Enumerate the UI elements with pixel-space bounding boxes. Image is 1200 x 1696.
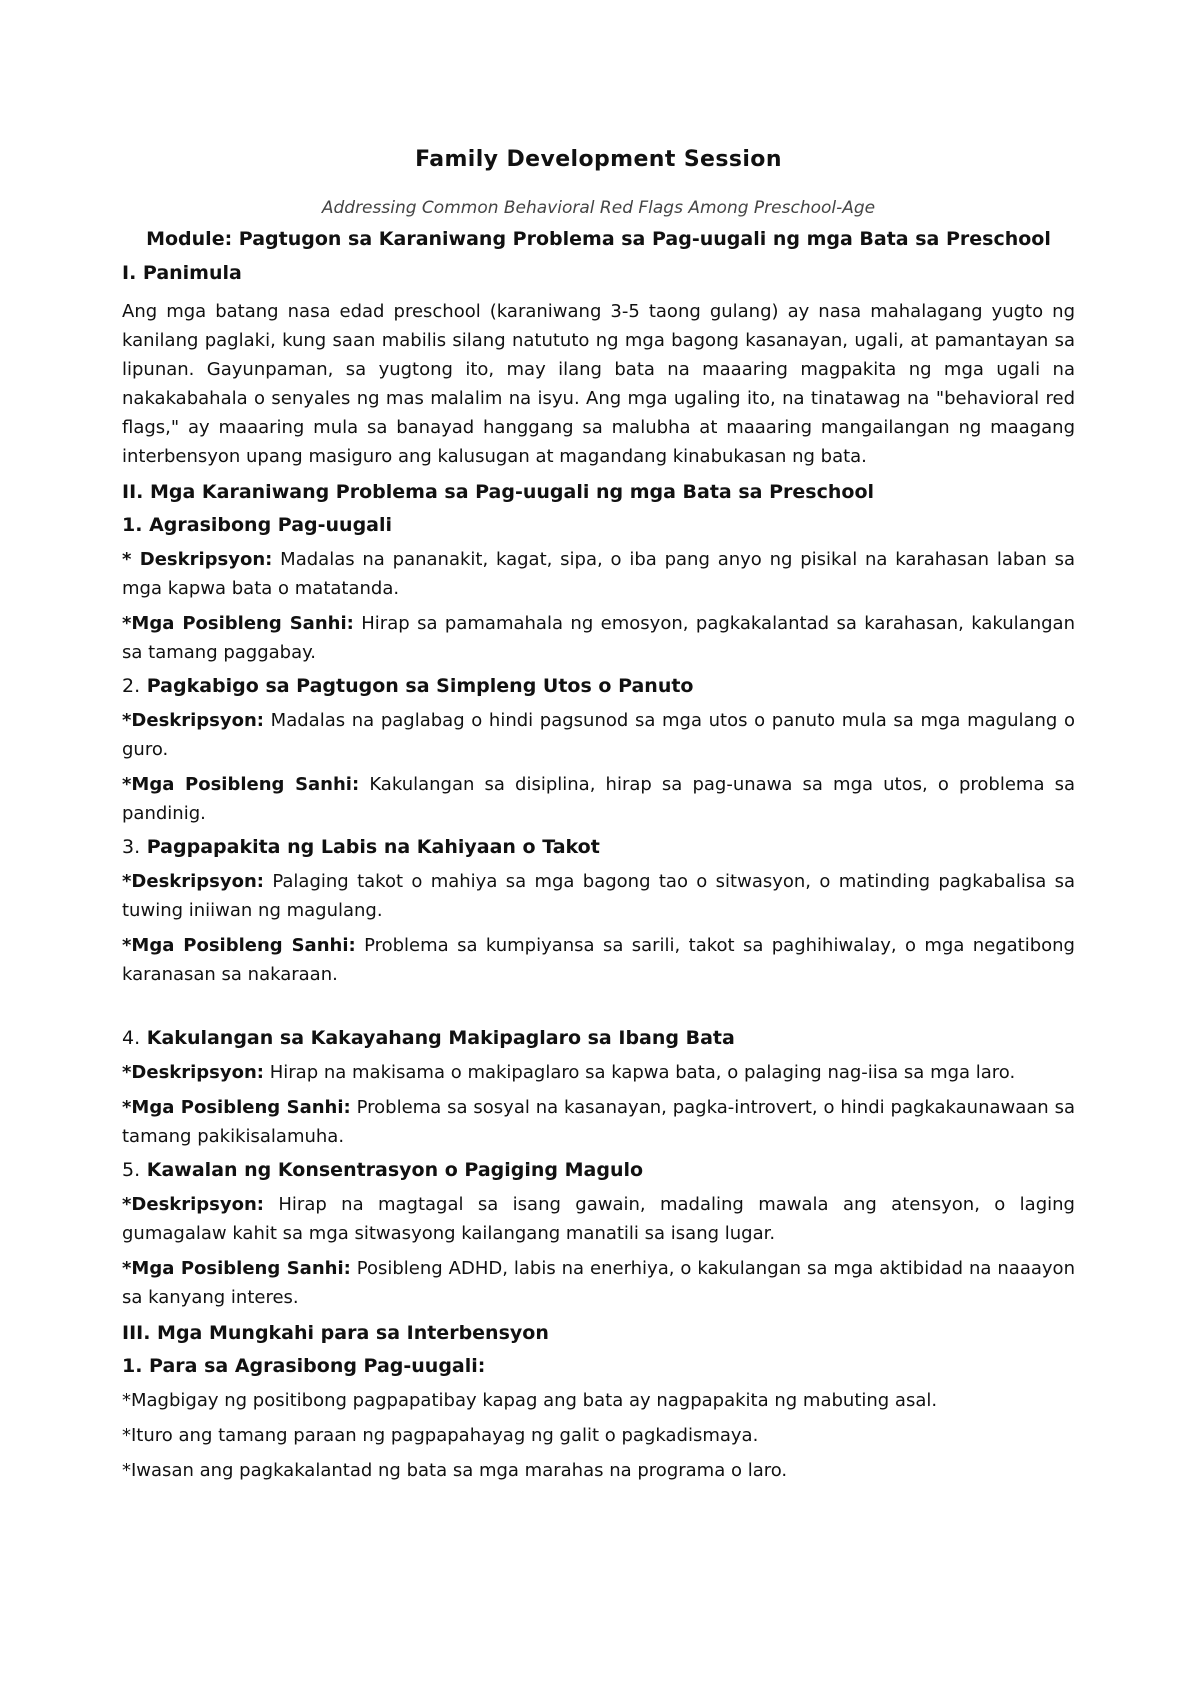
problem-description [122, 1058, 1075, 1087]
description-label: *Deskripsyon: [122, 710, 265, 731]
description-label: *Deskripsyon: [122, 871, 265, 892]
problem-title: Pagkabigo sa Pagtugon sa Simpleng Utos o Panuto [146, 675, 694, 697]
document-subtitle: Addressing Common Behavioral Red Flags Among Preschool-Age [321, 198, 876, 218]
problem-heading-1 [122, 512, 1075, 539]
causes-label: *Mga Posibleng Sanhi: [122, 613, 354, 634]
causes-label: *Mga Posibleng Sanhi: [122, 774, 360, 795]
section-heading-panimula: I. Panimula [122, 262, 242, 284]
problem-title: Kakulangan sa Kakayahang Makipaglaro sa Ibang Bata [146, 1027, 735, 1049]
problem-number: 1. [122, 514, 143, 536]
module-title: Module: Pagtugon sa Karaniwang Problema sa Pag-uugali ng mga Bata sa Preschool [146, 228, 1051, 250]
problem-heading-5 [122, 1157, 1075, 1184]
problem-number: 4. [122, 1027, 141, 1049]
problem-causes [122, 1254, 1075, 1312]
problem-number: 5. [122, 1159, 141, 1181]
problem-description [122, 867, 1075, 925]
problem-title: Kawalan ng Konsentrasyon o Pagiging Magulo [146, 1159, 644, 1181]
problem-number: 2. [122, 675, 141, 697]
intervention-tips-list [122, 1386, 1075, 1485]
description-text: Palaging takot o mahiya sa mga bagong tao o sitwasyon, o matinding pagkabalisa sa tuwing iniiwan ng magulang. [122, 871, 1075, 921]
problem-causes [122, 931, 1075, 989]
description-label: *Deskripsyon: [122, 1062, 265, 1083]
description-text: Madalas na paglabag o hindi pagsunod sa mga utos o panuto mula sa mga magulang o guro. [122, 710, 1075, 760]
causes-text: Kakulangan sa disiplina, hirap sa pag-unawa sa mga utos, o problema sa pandinig. [122, 774, 1075, 824]
causes-label: *Mga Posibleng Sanhi: [122, 1097, 351, 1118]
problem-description [122, 706, 1075, 764]
description-label: * Deskripsyon: [122, 549, 273, 570]
list-item: *Magbigay ng positibong pagpapatibay kapag ang bata ay nagpapakita ng mabuting asal. [122, 1390, 938, 1411]
list-item: *Ituro ang tamang paraan ng pagpapahayag ng galit o pagkadismaya. [122, 1425, 759, 1446]
problem-number: 3. [122, 836, 141, 858]
list-item: *Iwasan ang pagkakalantad ng bata sa mga marahas na programa o laro. [122, 1460, 788, 1481]
causes-text: Hirap sa pamamahala ng emosyon, pagkakalantad sa karahasan, kakulangan sa tamang paggabay. [122, 613, 1075, 663]
causes-text: Problema sa sosyal na kasanayan, pagka-introvert, o hindi pagkakaunawaan sa tamang pakikisalamuha. [122, 1097, 1075, 1147]
description-text: Hirap na magtagal sa isang gawain, madaling mawala ang atensyon, o laging gumagalaw kahit sa mga sitwasyong kailangang manatili sa isang lugar. [122, 1194, 1075, 1244]
blank-line [122, 989, 1075, 1019]
problem-causes [122, 770, 1075, 828]
intro-paragraph: Ang mga batang nasa edad preschool (karaniwang 3-5 taong gulang) ay nasa mahalagang yugto ng kanilang paglaki, kung saan mabilis silang natututo ng mga bagong kasanayan, ugali, at pamantayan sa lipunan. Gayunpaman, sa yugtong ito, may ilang bata na maaaring magpakita ng mga ugali na nakakabahala o senyales ng mas malalim na isyu. Ang mga ugaling ito, na tinatawag na "behavioral red flags," ay maaaring mula sa banayad hanggang sa malubha at maaaring mangailangan ng maagang interbensyon upang masiguro ang kalusugan at magandang kinabukasan ng bata. [122, 301, 1075, 467]
causes-text: Posibleng ADHD, labis na enerhiya, o kakulangan sa mga aktibidad na naaayon sa kanyang interes. [122, 1258, 1075, 1308]
problem-description [122, 545, 1075, 603]
problem-causes [122, 609, 1075, 667]
problem-title: Agrasibong Pag-uugali [149, 514, 393, 536]
problem-causes [122, 1093, 1075, 1151]
problem-heading-3 [122, 834, 1075, 861]
document-title: Family Development Session [415, 147, 782, 172]
causes-label: *Mga Posibleng Sanhi: [122, 1258, 351, 1279]
causes-text: Problema sa kumpiyansa sa sarili, takot sa paghihiwalay, o mga negatibong karanasan sa nakaraan. [122, 935, 1075, 985]
description-label: *Deskripsyon: [122, 1194, 265, 1215]
causes-label: *Mga Posibleng Sanhi: [122, 935, 356, 956]
intervention-subheading: 1. Para sa Agrasibong Pag-uugali: [122, 1355, 486, 1377]
section-heading-problems: II. Mga Karaniwang Problema sa Pag-uugali ng mga Bata sa Preschool [122, 481, 875, 503]
problem-heading-4 [122, 1025, 1075, 1052]
problem-title: Pagpapakita ng Labis na Kahiyaan o Takot [146, 836, 600, 858]
description-text: Madalas na pananakit, kagat, sipa, o iba pang anyo ng pisikal na karahasan laban sa mga kapwa bata o matatanda. [122, 549, 1075, 599]
problem-heading-2 [122, 673, 1075, 700]
description-text: Hirap na makisama o makipaglaro sa kapwa bata, o palaging nag-iisa sa mga laro. [269, 1062, 1016, 1083]
problem-description [122, 1190, 1075, 1248]
section-heading-intervention: III. Mga Mungkahi para sa Interbensyon [122, 1322, 549, 1344]
